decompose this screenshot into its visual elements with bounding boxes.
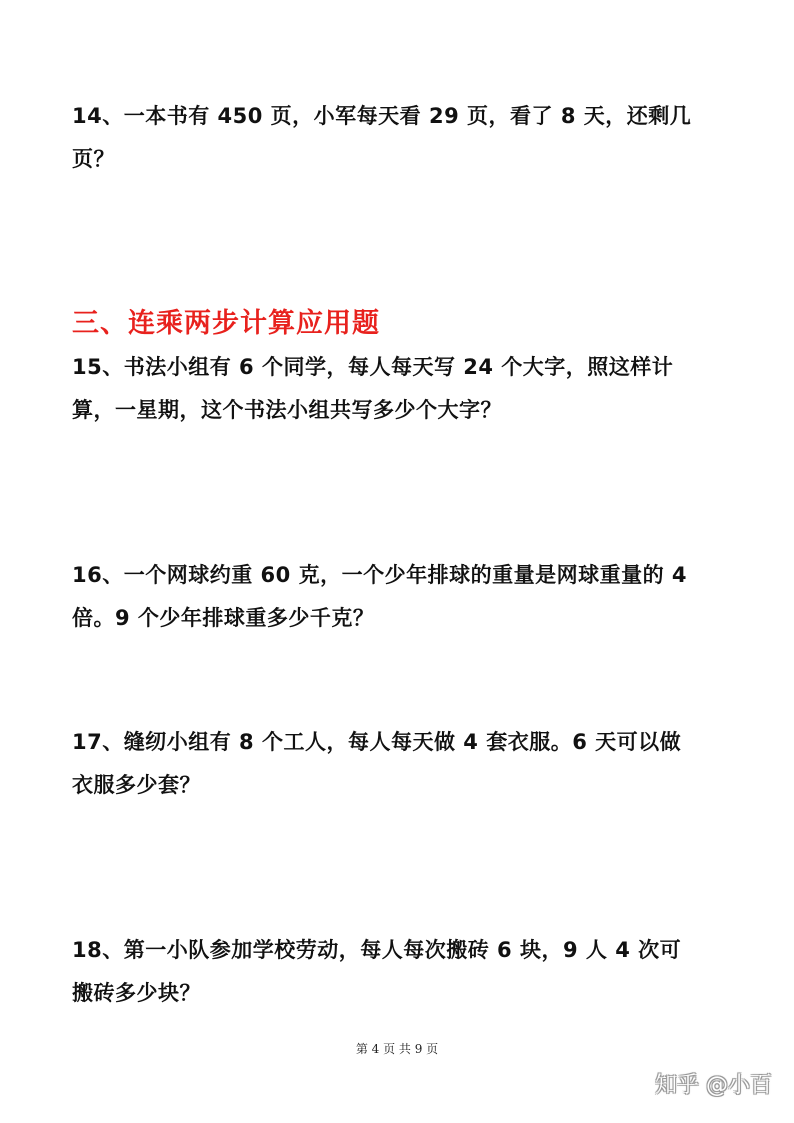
question-16-line-2: 倍。9 个少年排球重多少千克？ [72,606,375,630]
zhihu-watermark: 知乎 @小百 [655,1073,772,1098]
page-number-footer: 第 4 页 共 9 页 [355,1042,439,1056]
question-14-line-2: 页？ [72,147,115,171]
question-15-line-1: 15、书法小组有 6 个同学，每人每天写 24 个大字，照这样计 [72,355,674,379]
question-17-line-1: 17、缝纫小组有 8 个工人，每人每天做 4 套衣服。6 天可以做 [72,730,682,754]
question-18-line-2: 搬砖多少块？ [72,981,201,1005]
question-16-line-1: 16、一个网球约重 60 克，一个少年排球的重量是网球重量的 4 [72,563,687,587]
question-17-line-2: 衣服多少套？ [72,773,201,797]
question-15-line-2: 算，一星期，这个书法小组共写多少个大字？ [72,398,502,422]
question-14-line-1: 14、一本书有 450 页，小军每天看 29 页，看了 8 天，还剩几 [72,104,692,128]
section-title: 三、连乘两步计算应用题 [72,308,380,339]
question-18-line-1: 18、第一小队参加学校劳动，每人每次搬砖 6 块，9 人 4 次可 [72,938,682,962]
